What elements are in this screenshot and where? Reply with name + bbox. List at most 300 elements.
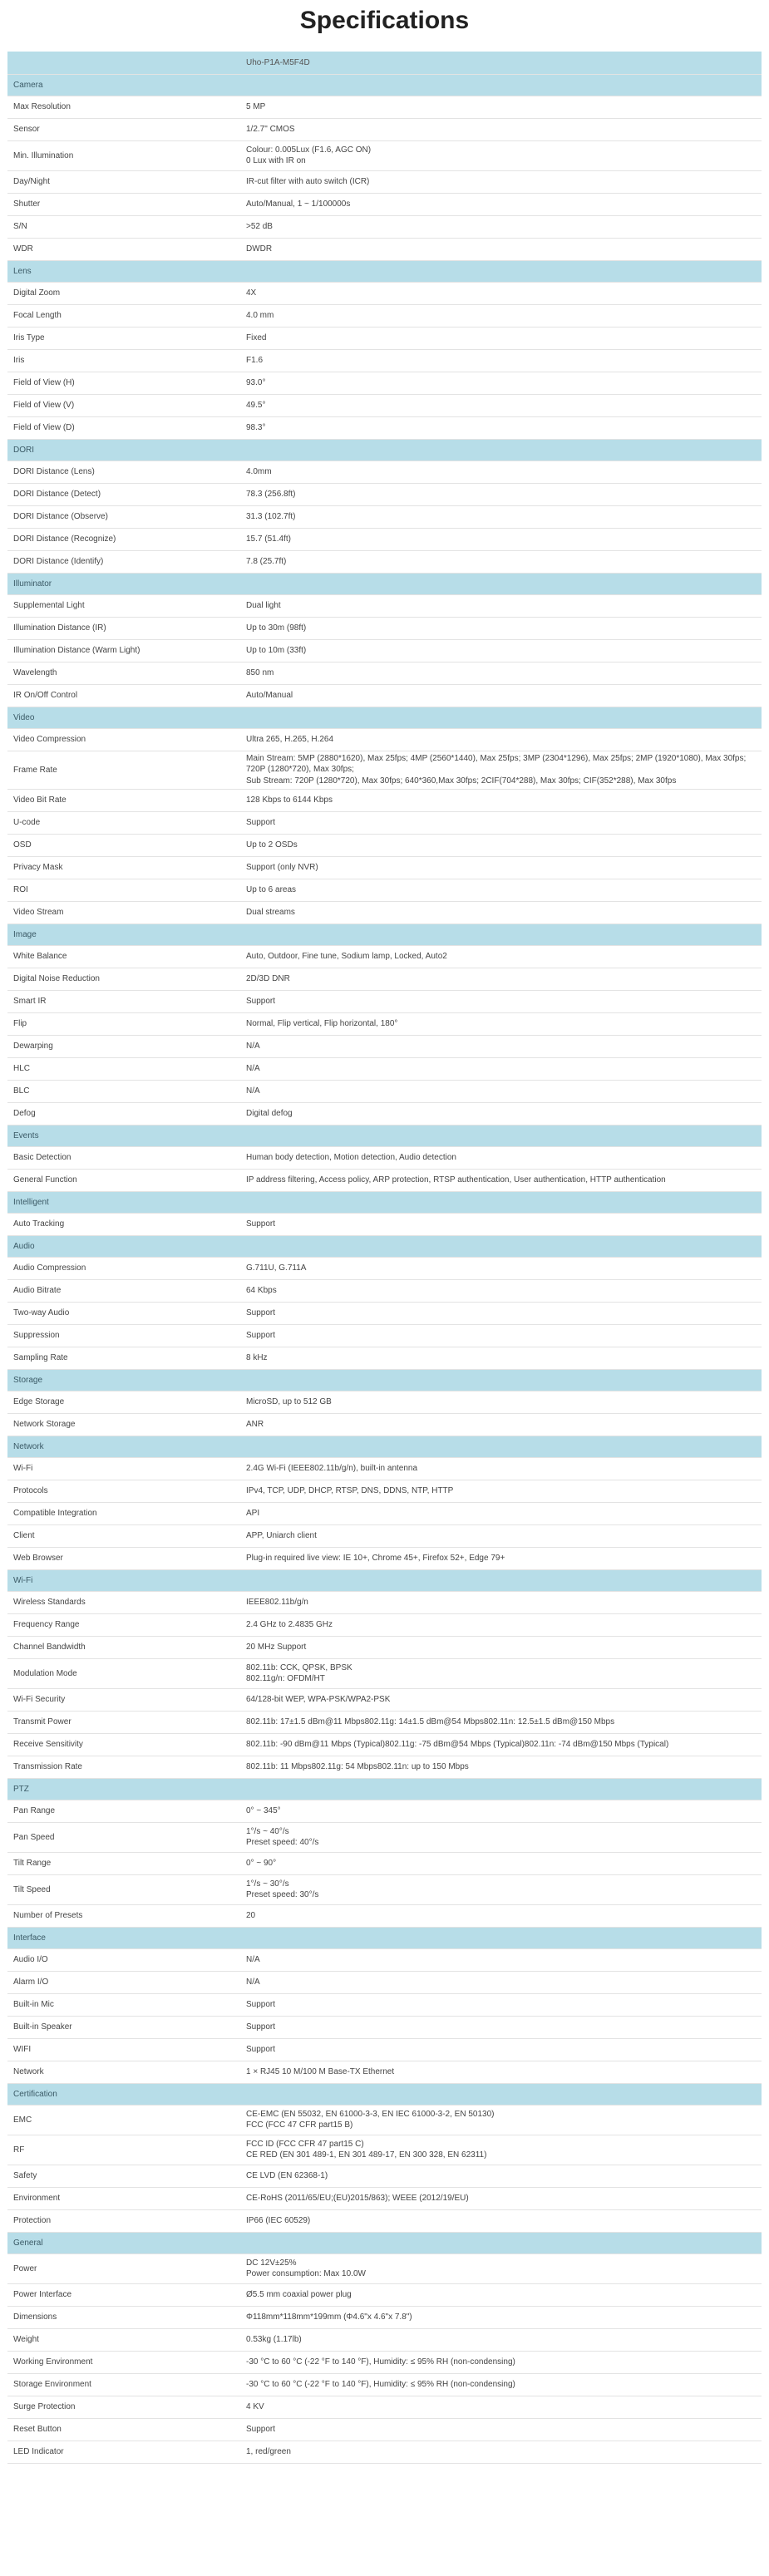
- spec-value: 850 nm: [240, 662, 762, 684]
- spec-label: Dimensions: [7, 2306, 240, 2328]
- spec-value: 2.4 GHz to 2.4835 GHz: [240, 1613, 762, 1636]
- section-title: Image: [7, 924, 240, 945]
- spec-row: [7, 1636, 762, 1658]
- spec-row: [7, 528, 762, 550]
- spec-value: 4.0 mm: [240, 304, 762, 327]
- spec-label: Audio Bitrate: [7, 1279, 240, 1302]
- spec-value: 31.3 (102.7ft): [240, 505, 762, 528]
- spec-row: [7, 1391, 762, 1413]
- spec-row: [7, 2396, 762, 2418]
- spec-row: [7, 1169, 762, 1191]
- spec-row: [7, 118, 762, 140]
- spec-label: Power: [7, 2253, 240, 2283]
- spec-value: Ultra 265, H.265, H.264: [240, 728, 762, 751]
- spec-label: Number of Presets: [7, 1904, 240, 1927]
- spec-value: 802.11b: 17±1.5 dBm@11 Mbps802.11g: 14±1.5 dBm@54 Mbps802.11n: 12.5±1.5 dBm@150 Mbps: [240, 1711, 762, 1733]
- spec-label: Modulation Mode: [7, 1658, 240, 1688]
- spec-value: 0° ~ 90°: [240, 1852, 762, 1874]
- spec-value: DWDR: [240, 238, 762, 260]
- spec-value: Support: [240, 2418, 762, 2441]
- spec-value: Support: [240, 1324, 762, 1347]
- spec-row: [7, 617, 762, 639]
- spec-row: [7, 1524, 762, 1547]
- spec-label: Receive Sensitivity: [7, 1733, 240, 1756]
- spec-label: Basic Detection: [7, 1146, 240, 1169]
- section-title: Video: [7, 707, 240, 728]
- spec-label: Digital Noise Reduction: [7, 968, 240, 990]
- spec-label: Built-in Mic: [7, 1993, 240, 2016]
- spec-row: [7, 1948, 762, 1971]
- section-title: Lens: [7, 260, 240, 282]
- spec-value: N/A: [240, 1080, 762, 1102]
- section-spacer: [240, 573, 762, 594]
- spec-label: Storage Environment: [7, 2373, 240, 2396]
- section-title: Camera: [7, 74, 240, 96]
- section-header-image: [7, 924, 762, 945]
- spec-label: Smart IR: [7, 990, 240, 1012]
- spec-row: [7, 2209, 762, 2232]
- spec-label: Tilt Speed: [7, 1874, 240, 1904]
- spec-row: [7, 901, 762, 924]
- spec-label: Surge Protection: [7, 2396, 240, 2418]
- spec-row: [7, 856, 762, 879]
- spec-value: 64/128-bit WEP, WPA-PSK/WPA2-PSK: [240, 1688, 762, 1711]
- spec-label: Suppression: [7, 1324, 240, 1347]
- spec-row: [7, 1756, 762, 1778]
- spec-row: [7, 662, 762, 684]
- section-spacer: [240, 2232, 762, 2253]
- section-header-certification: [7, 2083, 762, 2105]
- spec-row: [7, 789, 762, 811]
- spec-value: Support: [240, 2038, 762, 2061]
- page-title: Specifications: [299, 7, 470, 34]
- spec-label: Wireless Standards: [7, 1591, 240, 1613]
- spec-value: -30 °C to 60 °C (-22 °F to 140 °F), Humidity: ≤ 95% RH (non-condensing): [240, 2351, 762, 2373]
- spec-label: Environment: [7, 2187, 240, 2209]
- spec-value: 0° ~ 345°: [240, 1800, 762, 1822]
- spec-label: Compatible Integration: [7, 1502, 240, 1524]
- spec-label: Privacy Mask: [7, 856, 240, 879]
- spec-row: [7, 2373, 762, 2396]
- spec-row: [7, 170, 762, 193]
- spec-row: [7, 215, 762, 238]
- section-spacer: [240, 74, 762, 96]
- spec-row: [7, 2253, 762, 2283]
- spec-row: [7, 394, 762, 416]
- section-header-camera: [7, 74, 762, 96]
- spec-value: Ø5.5 mm coaxial power plug: [240, 2283, 762, 2306]
- spec-value: Support: [240, 1213, 762, 1235]
- spec-value: 1/2.7" CMOS: [240, 118, 762, 140]
- spec-row: [7, 728, 762, 751]
- spec-value: IPv4, TCP, UDP, DHCP, RTSP, DNS, DDNS, NTP, HTTP: [240, 1480, 762, 1502]
- spec-row: [7, 505, 762, 528]
- spec-label: U-code: [7, 811, 240, 834]
- spec-label: Channel Bandwidth: [7, 1636, 240, 1658]
- spec-value: 7.8 (25.7ft): [240, 550, 762, 573]
- spec-label: Frame Rate: [7, 751, 240, 789]
- spec-label: ROI: [7, 879, 240, 901]
- spec-value: 0.53kg (1.17lb): [240, 2328, 762, 2351]
- spec-row: [7, 834, 762, 856]
- section-header-lens: [7, 260, 762, 282]
- spec-row: [7, 140, 762, 170]
- spec-value: IEEE802.11b/g/n: [240, 1591, 762, 1613]
- spec-value: Digital defog: [240, 1102, 762, 1125]
- spec-label: Defog: [7, 1102, 240, 1125]
- spec-value: G.711U, G.711A: [240, 1257, 762, 1279]
- section-header-events: [7, 1125, 762, 1146]
- spec-value: N/A: [240, 1057, 762, 1080]
- spec-row: [7, 1413, 762, 1436]
- spec-value: Support: [240, 1302, 762, 1324]
- spec-label: Built-in Speaker: [7, 2016, 240, 2038]
- spec-value: 4.0mm: [240, 461, 762, 483]
- spec-row: [7, 1146, 762, 1169]
- spec-value: Plug-in required live view: IE 10+, Chrome 45+, Firefox 52+, Edge 79+: [240, 1547, 762, 1569]
- section-title: Interface: [7, 1927, 240, 1948]
- section-spacer: [240, 1778, 762, 1800]
- spec-label: Reset Button: [7, 2418, 240, 2441]
- spec-row: [7, 684, 762, 707]
- spec-value: IP address filtering, Access policy, ARP protection, RTSP authentication, User authentication, HTTP authentication: [240, 1169, 762, 1191]
- spec-row: [7, 2061, 762, 2083]
- spec-value: 5 MP: [240, 96, 762, 118]
- section-spacer: [240, 1927, 762, 1948]
- spec-label: HLC: [7, 1057, 240, 1080]
- spec-label: Video Stream: [7, 901, 240, 924]
- spec-row: [7, 594, 762, 617]
- spec-value: 93.0°: [240, 372, 762, 394]
- spec-label: RF: [7, 2135, 240, 2165]
- spec-row: [7, 1457, 762, 1480]
- section-header-audio: [7, 1235, 762, 1257]
- spec-value: Normal, Flip vertical, Flip horizontal, 180°: [240, 1012, 762, 1035]
- section-header-interface: [7, 1927, 762, 1948]
- model-label-cell: [7, 52, 240, 74]
- section-header-network: [7, 1436, 762, 1457]
- section-header-wi-fi: [7, 1569, 762, 1591]
- section-title: Illuminator: [7, 573, 240, 594]
- spec-row: [7, 2351, 762, 2373]
- spec-row: [7, 1213, 762, 1235]
- spec-row: [7, 483, 762, 505]
- spec-row: [7, 1711, 762, 1733]
- spec-label: Video Bit Rate: [7, 789, 240, 811]
- section-title: Storage: [7, 1369, 240, 1391]
- spec-label: Supplemental Light: [7, 594, 240, 617]
- spec-row: [7, 968, 762, 990]
- spec-value: CE-EMC (EN 55032, EN 61000-3-3, EN IEC 61000-3-2, EN 50130) FCC (FCC 47 CFR part15 B): [240, 2105, 762, 2135]
- spec-value: 8 kHz: [240, 1347, 762, 1369]
- section-header-intelligent: [7, 1191, 762, 1213]
- spec-row: [7, 2328, 762, 2351]
- section-title: Certification: [7, 2083, 240, 2105]
- spec-label: Transmission Rate: [7, 1756, 240, 1778]
- spec-label: Video Compression: [7, 728, 240, 751]
- spec-label: Web Browser: [7, 1547, 240, 1569]
- section-spacer: [240, 1369, 762, 1391]
- spec-label: Field of View (H): [7, 372, 240, 394]
- spec-row: [7, 2016, 762, 2038]
- spec-value: 802.11b: -90 dBm@11 Mbps (Typical)802.11g: -75 dBm@54 Mbps (Typical)802.11n: -74 dBm@150 Mbps (Typical): [240, 1733, 762, 1756]
- spec-row: [7, 2038, 762, 2061]
- spec-label: Illumination Distance (IR): [7, 617, 240, 639]
- spec-value: Support: [240, 2016, 762, 2038]
- spec-label: Auto Tracking: [7, 1213, 240, 1235]
- spec-label: Weight: [7, 2328, 240, 2351]
- spec-label: Network Storage: [7, 1413, 240, 1436]
- spec-row: [7, 327, 762, 349]
- spec-row: [7, 2418, 762, 2441]
- spec-table: [7, 52, 762, 2464]
- spec-row: [7, 1591, 762, 1613]
- spec-value: Dual streams: [240, 901, 762, 924]
- spec-row: [7, 1800, 762, 1822]
- spec-label: Field of View (D): [7, 416, 240, 439]
- spec-value: API: [240, 1502, 762, 1524]
- spec-row: [7, 1852, 762, 1874]
- spec-label: WDR: [7, 238, 240, 260]
- spec-row: [7, 2165, 762, 2187]
- spec-row: [7, 1257, 762, 1279]
- spec-label: IR On/Off Control: [7, 684, 240, 707]
- spec-row: [7, 811, 762, 834]
- section-title: PTZ: [7, 1778, 240, 1800]
- spec-label: EMC: [7, 2105, 240, 2135]
- section-header-storage: [7, 1369, 762, 1391]
- spec-row: [7, 1613, 762, 1636]
- section-spacer: [240, 1191, 762, 1213]
- spec-value: Dual light: [240, 594, 762, 617]
- spec-value: Support (only NVR): [240, 856, 762, 879]
- spec-label: Sampling Rate: [7, 1347, 240, 1369]
- spec-value: Support: [240, 990, 762, 1012]
- spec-value: Human body detection, Motion detection, Audio detection: [240, 1146, 762, 1169]
- spec-label: Protocols: [7, 1480, 240, 1502]
- spec-label: S/N: [7, 215, 240, 238]
- spec-row: [7, 945, 762, 968]
- spec-value: Fixed: [240, 327, 762, 349]
- spec-row: [7, 1971, 762, 1993]
- spec-value: 49.5°: [240, 394, 762, 416]
- spec-row: [7, 550, 762, 573]
- section-title: Wi-Fi: [7, 1569, 240, 1591]
- spec-value: MicroSD, up to 512 GB: [240, 1391, 762, 1413]
- spec-row: [7, 2105, 762, 2135]
- spec-row: [7, 1080, 762, 1102]
- spec-value: 802.11b: CCK, QPSK, BPSK 802.11g/n: OFDM/HT: [240, 1658, 762, 1688]
- spec-row: [7, 1012, 762, 1035]
- spec-value: CE LVD (EN 62368-1): [240, 2165, 762, 2187]
- spec-label: Pan Range: [7, 1800, 240, 1822]
- spec-value: 98.3°: [240, 416, 762, 439]
- spec-value: IP66 (IEC 60529): [240, 2209, 762, 2232]
- section-spacer: [240, 1125, 762, 1146]
- spec-value: 2D/3D DNR: [240, 968, 762, 990]
- section-header-video: [7, 707, 762, 728]
- spec-label: Protection: [7, 2209, 240, 2232]
- section-header-dori: [7, 439, 762, 461]
- section-spacer: [240, 1436, 762, 1457]
- spec-row: [7, 1904, 762, 1927]
- spec-value: ANR: [240, 1413, 762, 1436]
- spec-row: [7, 1502, 762, 1524]
- spec-row: [7, 1057, 762, 1080]
- spec-row: [7, 751, 762, 789]
- spec-label: WIFI: [7, 2038, 240, 2061]
- spec-row: [7, 2187, 762, 2209]
- spec-row: [7, 1822, 762, 1852]
- spec-value: FCC ID (FCC CFR 47 part15 C) CE RED (EN 301 489-1, EN 301 489-17, EN 300 328, EN 62311): [240, 2135, 762, 2165]
- spec-label: Wi-Fi: [7, 1457, 240, 1480]
- spec-value: >52 dB: [240, 215, 762, 238]
- spec-row: [7, 1480, 762, 1502]
- spec-value: Φ118mm*118mm*199mm (Φ4.6"x 4.6"x 7.8"): [240, 2306, 762, 2328]
- section-title: DORI: [7, 439, 240, 461]
- spec-label: BLC: [7, 1080, 240, 1102]
- spec-label: Safety: [7, 2165, 240, 2187]
- spec-label: Power Interface: [7, 2283, 240, 2306]
- spec-row: [7, 1279, 762, 1302]
- spec-label: Day/Night: [7, 170, 240, 193]
- section-title: Network: [7, 1436, 240, 1457]
- spec-value: Auto/Manual: [240, 684, 762, 707]
- spec-value: Up to 10m (33ft): [240, 639, 762, 662]
- spec-label: Max Resolution: [7, 96, 240, 118]
- section-spacer: [240, 2083, 762, 2105]
- spec-row: [7, 879, 762, 901]
- section-title: Events: [7, 1125, 240, 1146]
- spec-label: Focal Length: [7, 304, 240, 327]
- spec-row: [7, 1688, 762, 1711]
- spec-label: Tilt Range: [7, 1852, 240, 1874]
- spec-label: Audio I/O: [7, 1948, 240, 1971]
- spec-value: 20 MHz Support: [240, 1636, 762, 1658]
- spec-label: Frequency Range: [7, 1613, 240, 1636]
- spec-label: Transmit Power: [7, 1711, 240, 1733]
- spec-value: -30 °C to 60 °C (-22 °F to 140 °F), Humidity: ≤ 95% RH (non-condensing): [240, 2373, 762, 2396]
- spec-value: APP, Uniarch client: [240, 1524, 762, 1547]
- spec-value: 1 × RJ45 10 M/100 M Base-TX Ethernet: [240, 2061, 762, 2083]
- spec-value: Up to 30m (98ft): [240, 617, 762, 639]
- spec-row: [7, 282, 762, 304]
- spec-row: [7, 96, 762, 118]
- spec-label: Min. Illumination: [7, 140, 240, 170]
- spec-value: 4 KV: [240, 2396, 762, 2418]
- spec-row: [7, 1733, 762, 1756]
- model-row: [7, 52, 762, 74]
- spec-row: [7, 238, 762, 260]
- model-name: Uho-P1A-M5F4D: [240, 52, 762, 74]
- spec-label: Two-way Audio: [7, 1302, 240, 1324]
- spec-row: [7, 372, 762, 394]
- spec-row: [7, 349, 762, 372]
- spec-value: Up to 2 OSDs: [240, 834, 762, 856]
- spec-value: 1°/s ~ 30°/s Preset speed: 30°/s: [240, 1874, 762, 1904]
- spec-label: Audio Compression: [7, 1257, 240, 1279]
- spec-label: Edge Storage: [7, 1391, 240, 1413]
- spec-row: [7, 193, 762, 215]
- spec-value: CE-RoHS (2011/65/EU;(EU)2015/863); WEEE (2012/19/EU): [240, 2187, 762, 2209]
- spec-row: [7, 639, 762, 662]
- section-spacer: [240, 260, 762, 282]
- spec-value: Main Stream: 5MP (2880*1620), Max 25fps; 4MP (2560*1440), Max 25fps; 3MP (2304*1296), Max 25fps; 2MP (1920*1080), Max 30fps; 720P (1280*720), Max 30fps; Sub Stream: 720P (1280*720), Max 30fps; 640*360,Max 30fps; 2CIF(704*288), Max 30fps; CIF(352*288), Max 30fps: [240, 751, 762, 789]
- spec-row: [7, 2135, 762, 2165]
- spec-value: Auto, Outdoor, Fine tune, Sodium lamp, Locked, Auto2: [240, 945, 762, 968]
- section-header-general: [7, 2232, 762, 2253]
- spec-label: White Balance: [7, 945, 240, 968]
- spec-value: 802.11b: 11 Mbps802.11g: 54 Mbps802.11n: up to 150 Mbps: [240, 1756, 762, 1778]
- spec-label: Flip: [7, 1012, 240, 1035]
- spec-value: Up to 6 areas: [240, 879, 762, 901]
- spec-row: [7, 990, 762, 1012]
- spec-value: N/A: [240, 1035, 762, 1057]
- section-header-ptz: [7, 1778, 762, 1800]
- spec-value: N/A: [240, 1948, 762, 1971]
- spec-label: Shutter: [7, 193, 240, 215]
- spec-label: Iris: [7, 349, 240, 372]
- spec-value: Support: [240, 1993, 762, 2016]
- spec-label: Illumination Distance (Warm Light): [7, 639, 240, 662]
- spec-value: 128 Kbps to 6144 Kbps: [240, 789, 762, 811]
- spec-label: General Function: [7, 1169, 240, 1191]
- section-title: General: [7, 2232, 240, 2253]
- spec-label: DORI Distance (Detect): [7, 483, 240, 505]
- spec-label: Working Environment: [7, 2351, 240, 2373]
- spec-label: DORI Distance (Observe): [7, 505, 240, 528]
- spec-row: [7, 1874, 762, 1904]
- spec-label: Field of View (V): [7, 394, 240, 416]
- spec-label: Wavelength: [7, 662, 240, 684]
- spec-value: 4X: [240, 282, 762, 304]
- spec-value: 64 Kbps: [240, 1279, 762, 1302]
- spec-label: Network: [7, 2061, 240, 2083]
- spec-value: N/A: [240, 1971, 762, 1993]
- spec-row: [7, 1324, 762, 1347]
- spec-value: F1.6: [240, 349, 762, 372]
- spec-label: DORI Distance (Recognize): [7, 528, 240, 550]
- spec-value: IR-cut filter with auto switch (ICR): [240, 170, 762, 193]
- spec-label: DORI Distance (Lens): [7, 461, 240, 483]
- spec-value: 20: [240, 1904, 762, 1927]
- spec-row: [7, 461, 762, 483]
- spec-value: 15.7 (51.4ft): [240, 528, 762, 550]
- spec-row: [7, 2441, 762, 2463]
- section-title: Audio: [7, 1235, 240, 1257]
- spec-value: DC 12V±25% Power consumption: Max 10.0W: [240, 2253, 762, 2283]
- spec-row: [7, 1347, 762, 1369]
- spec-row: [7, 416, 762, 439]
- spec-value: 78.3 (256.8ft): [240, 483, 762, 505]
- spec-row: [7, 1102, 762, 1125]
- spec-label: LED Indicator: [7, 2441, 240, 2463]
- spec-value: 2.4G Wi-Fi (IEEE802.11b/g/n), built-in antenna: [240, 1457, 762, 1480]
- spec-value: Support: [240, 811, 762, 834]
- spec-label: DORI Distance (Identify): [7, 550, 240, 573]
- section-spacer: [240, 1569, 762, 1591]
- section-spacer: [240, 439, 762, 461]
- section-spacer: [240, 924, 762, 945]
- spec-label: Digital Zoom: [7, 282, 240, 304]
- spec-row: [7, 1035, 762, 1057]
- spec-row: [7, 304, 762, 327]
- spec-row: [7, 1993, 762, 2016]
- section-spacer: [240, 707, 762, 728]
- spec-label: Iris Type: [7, 327, 240, 349]
- spec-value: 1, red/green: [240, 2441, 762, 2463]
- spec-row: [7, 1658, 762, 1688]
